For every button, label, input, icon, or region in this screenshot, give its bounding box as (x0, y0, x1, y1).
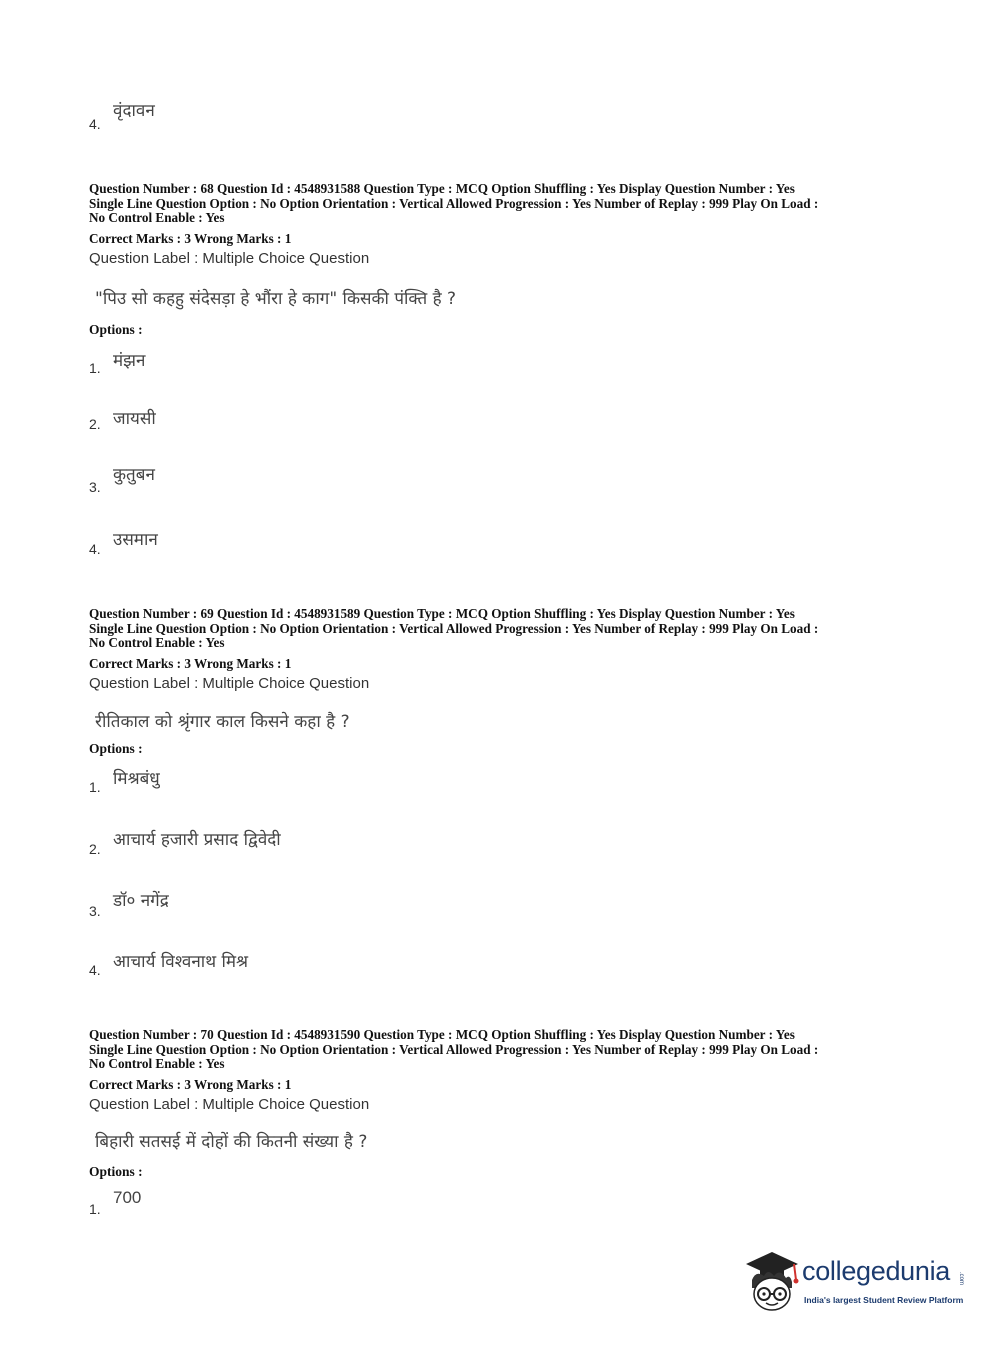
question-label: Question Label : Multiple Choice Question (89, 1096, 370, 1113)
meta-line: Question Number : 69 Question Id : 4548931589 Question Type : MCQ Option Shuffling : Yes Display Question Number : Yes (89, 606, 795, 621)
question-meta (89, 1028, 919, 1072)
question-text: "पिउ सो कहहु संदेसड़ा हे भौंरा हे काग" किसकी पंक्ति है ? (95, 289, 457, 309)
option-text: आचार्य विश्वनाथ मिश्र (113, 952, 249, 972)
option-text: मिश्रबंधु (113, 769, 160, 789)
option-number: 3. (89, 903, 101, 919)
question-text: रीतिकाल को श्रृंगार काल किसने कहा है ? (95, 712, 350, 732)
options-heading: Options : (89, 741, 143, 756)
options-heading: Options : (89, 322, 143, 337)
meta-line: Single Line Question Option : No Option Orientation : Vertical Allowed Progression : Yes Number of Replay : 999 Play On Load : (89, 195, 819, 211)
marks-info: Correct Marks : 3 Wrong Marks : 1 (89, 1077, 292, 1092)
brand-name: collegedunia (802, 1256, 951, 1286)
brand-tagline: India's largest Student Review Platform (804, 1295, 964, 1305)
question-meta (89, 607, 919, 651)
collegedunia-logo (742, 1250, 972, 1316)
option-number: 2. (89, 841, 101, 857)
meta-line: Question Number : 68 Question Id : 4548931588 Question Type : MCQ Option Shuffling : Yes Display Question Number : Yes (89, 181, 795, 196)
option-text: डॉ० नगेंद्र (113, 891, 169, 911)
options-heading: Options : (89, 1164, 143, 1179)
mascot-icon (742, 1250, 802, 1316)
meta-line: Single Line Question Option : No Option Orientation : Vertical Allowed Progression : Yes Number of Replay : 999 Play On Load : (89, 1041, 819, 1057)
option-number: 1. (89, 1201, 101, 1217)
option-text: 700 (113, 1188, 142, 1207)
option-text: आचार्य हजारी प्रसाद द्विवेदी (113, 830, 281, 850)
option-text: वृंदावन (113, 101, 155, 121)
brand-domain: .com (958, 1272, 964, 1286)
meta-line: No Control Enable : Yes (89, 635, 225, 650)
option-number: 1. (89, 360, 101, 376)
question-label: Question Label : Multiple Choice Question (89, 675, 370, 692)
option-text: जायसी (113, 409, 156, 429)
marks-info: Correct Marks : 3 Wrong Marks : 1 (89, 656, 292, 671)
question-text: बिहारी सतसई में दोहों की कितनी संख्या है ? (95, 1132, 368, 1152)
option-text: कुतुबन (113, 465, 155, 485)
option-number: 4. (89, 116, 101, 132)
option-text: उसमान (113, 530, 158, 550)
option-text: मंझन (113, 351, 146, 371)
question-label: Question Label : Multiple Choice Question (89, 250, 370, 267)
marks-info: Correct Marks : 3 Wrong Marks : 1 (89, 231, 292, 246)
meta-line: Question Number : 70 Question Id : 4548931590 Question Type : MCQ Option Shuffling : Yes Display Question Number : Yes (89, 1027, 795, 1042)
option-number: 4. (89, 541, 101, 557)
meta-line: Single Line Question Option : No Option Orientation : Vertical Allowed Progression : Yes Number of Replay : 999 Play On Load : (89, 620, 819, 636)
question-meta (89, 182, 919, 226)
meta-line: No Control Enable : Yes (89, 1056, 225, 1071)
option-number: 1. (89, 779, 101, 795)
option-number: 4. (89, 962, 101, 978)
meta-line: No Control Enable : Yes (89, 210, 225, 225)
option-number: 3. (89, 479, 101, 495)
option-number: 2. (89, 416, 101, 432)
